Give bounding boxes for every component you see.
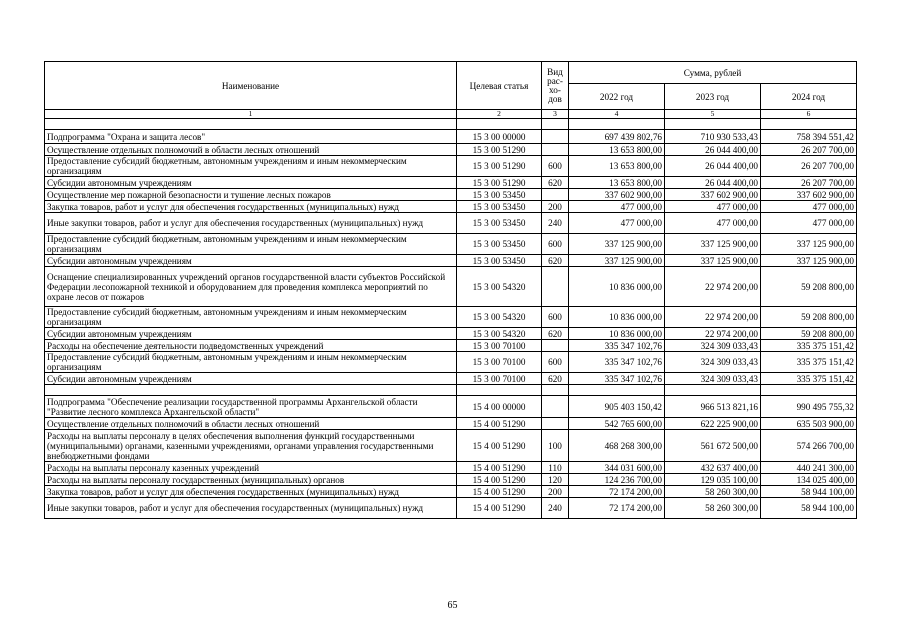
column-index: 2 (457, 110, 542, 119)
table-row (45, 307, 857, 328)
table-row (45, 201, 857, 213)
row-target-code: 15 3 00 53450 (457, 189, 542, 201)
column-index: 6 (761, 110, 857, 119)
row-target-code: 15 3 00 70100 (457, 340, 542, 352)
row-target-code: 15 4 00 51290 (457, 430, 542, 462)
row-sum-2022: 477 000,00 (569, 201, 665, 213)
row-name: Закупка товаров, работ и услуг для обеспечения государственных (муниципальных) нужд (45, 201, 457, 213)
header-sum: Сумма, рублей (569, 62, 857, 84)
header-year-2023: 2023 год (665, 84, 761, 110)
row-sum-2023: 477 000,00 (665, 213, 761, 234)
row-sum-2022: 13 653 800,00 (569, 156, 665, 177)
row-sum-2024: 134 025 400,00 (761, 474, 857, 486)
page-number: 65 (447, 600, 458, 611)
row-name: Иные закупки товаров, работ и услуг для обеспечения государственных (муниципальных) нужд (45, 498, 457, 519)
row-name: Осуществление отдельных полномочий в области лесных отношений (45, 418, 457, 430)
row-target-code: 15 4 00 51290 (457, 418, 542, 430)
row-name: Субсидии автономным учреждениям (45, 373, 457, 385)
row-name: Расходы на выплаты персоналу казенных учреждений (45, 462, 457, 474)
row-sum-2024: 59 208 800,00 (761, 267, 857, 307)
row-sum-2024: 335 375 151,42 (761, 352, 857, 373)
column-index-row (45, 110, 857, 119)
row-expense-type (542, 267, 569, 307)
row-name: Расходы на выплаты персоналу в целях обеспечения выполнения функций государственными (муниципальными) органами, казенными учреждениями, органами управления государственными внебюджетными фондами (45, 430, 457, 462)
table-row (45, 486, 857, 498)
empty-cell (457, 119, 542, 130)
row-name: Субсидии автономным учреждениям (45, 177, 457, 189)
row-expense-type: 620 (542, 373, 569, 385)
row-target-code: 15 4 00 00000 (457, 396, 542, 418)
row-sum-2022: 335 347 102,76 (569, 352, 665, 373)
table-row (45, 474, 857, 486)
empty-cell (542, 385, 569, 396)
row-sum-2023: 324 309 033,43 (665, 352, 761, 373)
row-sum-2023: 710 930 533,43 (665, 130, 761, 144)
row-sum-2022: 337 602 900,00 (569, 189, 665, 201)
row-sum-2022: 344 031 600,00 (569, 462, 665, 474)
row-sum-2024: 635 503 900,00 (761, 418, 857, 430)
table-row (45, 213, 857, 234)
row-target-code: 15 3 00 70100 (457, 352, 542, 373)
row-expense-type: 100 (542, 430, 569, 462)
row-sum-2023: 337 602 900,00 (665, 189, 761, 201)
row-sum-2023: 22 974 200,00 (665, 307, 761, 328)
row-sum-2022: 335 347 102,76 (569, 340, 665, 352)
empty-cell (569, 385, 665, 396)
row-expense-type (542, 418, 569, 430)
row-name: Подпрограмма "Охрана и защита лесов" (45, 130, 457, 144)
row-target-code: 15 3 00 54320 (457, 328, 542, 340)
table-row (45, 255, 857, 267)
row-sum-2022: 10 836 000,00 (569, 328, 665, 340)
table-row (45, 328, 857, 340)
row-sum-2022: 72 174 200,00 (569, 486, 665, 498)
row-sum-2024: 337 125 900,00 (761, 234, 857, 255)
row-sum-2024: 59 208 800,00 (761, 328, 857, 340)
row-target-code: 15 3 00 53450 (457, 213, 542, 234)
row-name: Осуществление мер пожарной безопасности и тушение лесных пожаров (45, 189, 457, 201)
row-name: Предоставление субсидий бюджетным, автономным учреждениям и иным некоммерческим организациям (45, 307, 457, 328)
empty-cell (761, 119, 857, 130)
column-index: 4 (569, 110, 665, 119)
row-expense-type: 240 (542, 213, 569, 234)
row-name: Осуществление отдельных полномочий в области лесных отношений (45, 144, 457, 156)
row-target-code: 15 4 00 51290 (457, 486, 542, 498)
empty-cell (761, 385, 857, 396)
header-vid-line: хо- (549, 84, 561, 95)
table-row (45, 177, 857, 189)
row-sum-2022: 124 236 700,00 (569, 474, 665, 486)
empty-cell (45, 119, 457, 130)
table-row (45, 144, 857, 156)
row-sum-2024: 58 944 100,00 (761, 486, 857, 498)
row-sum-2024: 59 208 800,00 (761, 307, 857, 328)
row-expense-type: 620 (542, 255, 569, 267)
header-name: Наименование (45, 62, 457, 110)
spacer-row (45, 119, 857, 130)
row-sum-2024: 26 207 700,00 (761, 177, 857, 189)
row-expense-type (542, 396, 569, 418)
empty-cell (665, 119, 761, 130)
subprogram-row (45, 396, 857, 418)
row-sum-2023: 324 309 033,43 (665, 373, 761, 385)
row-expense-type (542, 340, 569, 352)
row-sum-2024: 574 266 700,00 (761, 430, 857, 462)
row-target-code: 15 3 00 51290 (457, 177, 542, 189)
row-expense-type: 620 (542, 177, 569, 189)
row-sum-2024: 335 375 151,42 (761, 373, 857, 385)
row-expense-type: 600 (542, 156, 569, 177)
row-sum-2022: 905 403 150,42 (569, 396, 665, 418)
row-sum-2023: 26 044 400,00 (665, 144, 761, 156)
column-index: 1 (45, 110, 457, 119)
row-sum-2023: 26 044 400,00 (665, 156, 761, 177)
row-sum-2023: 26 044 400,00 (665, 177, 761, 189)
row-name: Оснащение специализированных учреждений органов государственной власти субъектов Российской Федерации лесопожарной техникой и оборудованием для проведения комплекса мероприятий по охране лесов от пожаров (45, 267, 457, 307)
table-row (45, 498, 857, 519)
row-name: Субсидии автономным учреждениям (45, 255, 457, 267)
row-sum-2023: 337 125 900,00 (665, 255, 761, 267)
row-name: Иные закупки товаров, работ и услуг для обеспечения государственных (муниципальных) нужд (45, 213, 457, 234)
row-sum-2023: 22 974 200,00 (665, 267, 761, 307)
row-sum-2023: 477 000,00 (665, 201, 761, 213)
row-target-code: 15 4 00 51290 (457, 474, 542, 486)
row-sum-2024: 758 394 551,42 (761, 130, 857, 144)
table-row (45, 373, 857, 385)
row-name: Предоставление субсидий бюджетным, автономным учреждениям и иным некоммерческим организациям (45, 156, 457, 177)
row-target-code: 15 4 00 51290 (457, 498, 542, 519)
column-index: 3 (542, 110, 569, 119)
row-target-code: 15 3 00 70100 (457, 373, 542, 385)
column-index: 5 (665, 110, 761, 119)
budget-table (44, 61, 857, 519)
row-sum-2024: 337 125 900,00 (761, 255, 857, 267)
header-vid-line: Вид (547, 66, 563, 77)
header-year-2024: 2024 год (761, 84, 857, 110)
empty-cell (665, 385, 761, 396)
row-target-code: 15 3 00 53450 (457, 234, 542, 255)
row-sum-2023: 58 260 300,00 (665, 486, 761, 498)
row-name: Предоставление субсидий бюджетным, автономным учреждениям и иным некоммерческим организациям (45, 352, 457, 373)
row-sum-2023: 58 260 300,00 (665, 498, 761, 519)
row-sum-2023: 129 035 100,00 (665, 474, 761, 486)
header-target-article (457, 62, 542, 110)
header-target-label: Целевая статья (469, 80, 529, 91)
header-vid-line: рас- (547, 75, 563, 86)
row-sum-2024: 477 000,00 (761, 213, 857, 234)
row-target-code: 15 3 00 53450 (457, 201, 542, 213)
row-sum-2024: 26 207 700,00 (761, 156, 857, 177)
row-expense-type: 200 (542, 201, 569, 213)
table-row (45, 352, 857, 373)
row-sum-2022: 468 268 300,00 (569, 430, 665, 462)
empty-cell (457, 385, 542, 396)
table-row (45, 267, 857, 307)
table-row (45, 340, 857, 352)
row-expense-type: 240 (542, 498, 569, 519)
row-expense-type: 600 (542, 352, 569, 373)
row-sum-2022: 697 439 802,76 (569, 130, 665, 144)
row-sum-2022: 477 000,00 (569, 213, 665, 234)
row-sum-2024: 477 000,00 (761, 201, 857, 213)
table-row (45, 462, 857, 474)
row-expense-type (542, 144, 569, 156)
row-sum-2023: 561 672 500,00 (665, 430, 761, 462)
row-sum-2024: 440 241 300,00 (761, 462, 857, 474)
row-sum-2024: 990 495 755,32 (761, 396, 857, 418)
header-expense-type (542, 62, 569, 110)
row-sum-2023: 622 225 900,00 (665, 418, 761, 430)
row-name: Расходы на выплаты персоналу государственных (муниципальных) органов (45, 474, 457, 486)
row-sum-2024: 26 207 700,00 (761, 144, 857, 156)
row-name: Предоставление субсидий бюджетным, автономным учреждениям и иным некоммерческим организациям (45, 234, 457, 255)
row-sum-2024: 58 944 100,00 (761, 498, 857, 519)
table-body (45, 119, 857, 519)
row-sum-2022: 335 347 102,76 (569, 373, 665, 385)
row-sum-2022: 337 125 900,00 (569, 234, 665, 255)
row-sum-2022: 13 653 800,00 (569, 177, 665, 189)
empty-cell (45, 385, 457, 396)
row-expense-type (542, 130, 569, 144)
row-sum-2022: 72 174 200,00 (569, 498, 665, 519)
table-row (45, 234, 857, 255)
row-sum-2022: 10 836 000,00 (569, 267, 665, 307)
row-expense-type: 120 (542, 474, 569, 486)
row-sum-2023: 337 125 900,00 (665, 234, 761, 255)
row-sum-2022: 542 765 600,00 (569, 418, 665, 430)
row-sum-2023: 324 309 033,43 (665, 340, 761, 352)
subprogram-row (45, 130, 857, 144)
row-name: Субсидии автономным учреждениям (45, 328, 457, 340)
table-row (45, 189, 857, 201)
row-sum-2023: 966 513 821,16 (665, 396, 761, 418)
spacer-row (45, 385, 857, 396)
row-target-code: 15 3 00 54320 (457, 267, 542, 307)
row-sum-2023: 22 974 200,00 (665, 328, 761, 340)
row-sum-2022: 13 653 800,00 (569, 144, 665, 156)
row-name: Закупка товаров, работ и услуг для обеспечения государственных (муниципальных) нужд (45, 486, 457, 498)
header-vid-line: дов (548, 93, 562, 104)
row-target-code: 15 3 00 53450 (457, 255, 542, 267)
row-target-code: 15 3 00 00000 (457, 130, 542, 144)
row-expense-type: 110 (542, 462, 569, 474)
row-sum-2022: 337 125 900,00 (569, 255, 665, 267)
empty-cell (542, 119, 569, 130)
row-name: Подпрограмма "Обеспечение реализации государственной программы Архангельской области "Развитие лесного комплекса Архангельской области" (45, 396, 457, 418)
table-row (45, 156, 857, 177)
table-row (45, 418, 857, 430)
row-sum-2022: 10 836 000,00 (569, 307, 665, 328)
empty-cell (569, 119, 665, 130)
row-expense-type: 200 (542, 486, 569, 498)
row-expense-type: 620 (542, 328, 569, 340)
row-expense-type (542, 189, 569, 201)
row-sum-2024: 337 602 900,00 (761, 189, 857, 201)
table-row (45, 430, 857, 462)
row-sum-2023: 432 637 400,00 (665, 462, 761, 474)
row-target-code: 15 3 00 51290 (457, 156, 542, 177)
row-name: Расходы на обеспечение деятельности подведомственных учреждений (45, 340, 457, 352)
header-year-2022: 2022 год (569, 84, 665, 110)
row-sum-2024: 335 375 151,42 (761, 340, 857, 352)
row-target-code: 15 3 00 51290 (457, 144, 542, 156)
row-target-code: 15 4 00 51290 (457, 462, 542, 474)
row-expense-type: 600 (542, 234, 569, 255)
row-expense-type: 600 (542, 307, 569, 328)
row-target-code: 15 3 00 54320 (457, 307, 542, 328)
